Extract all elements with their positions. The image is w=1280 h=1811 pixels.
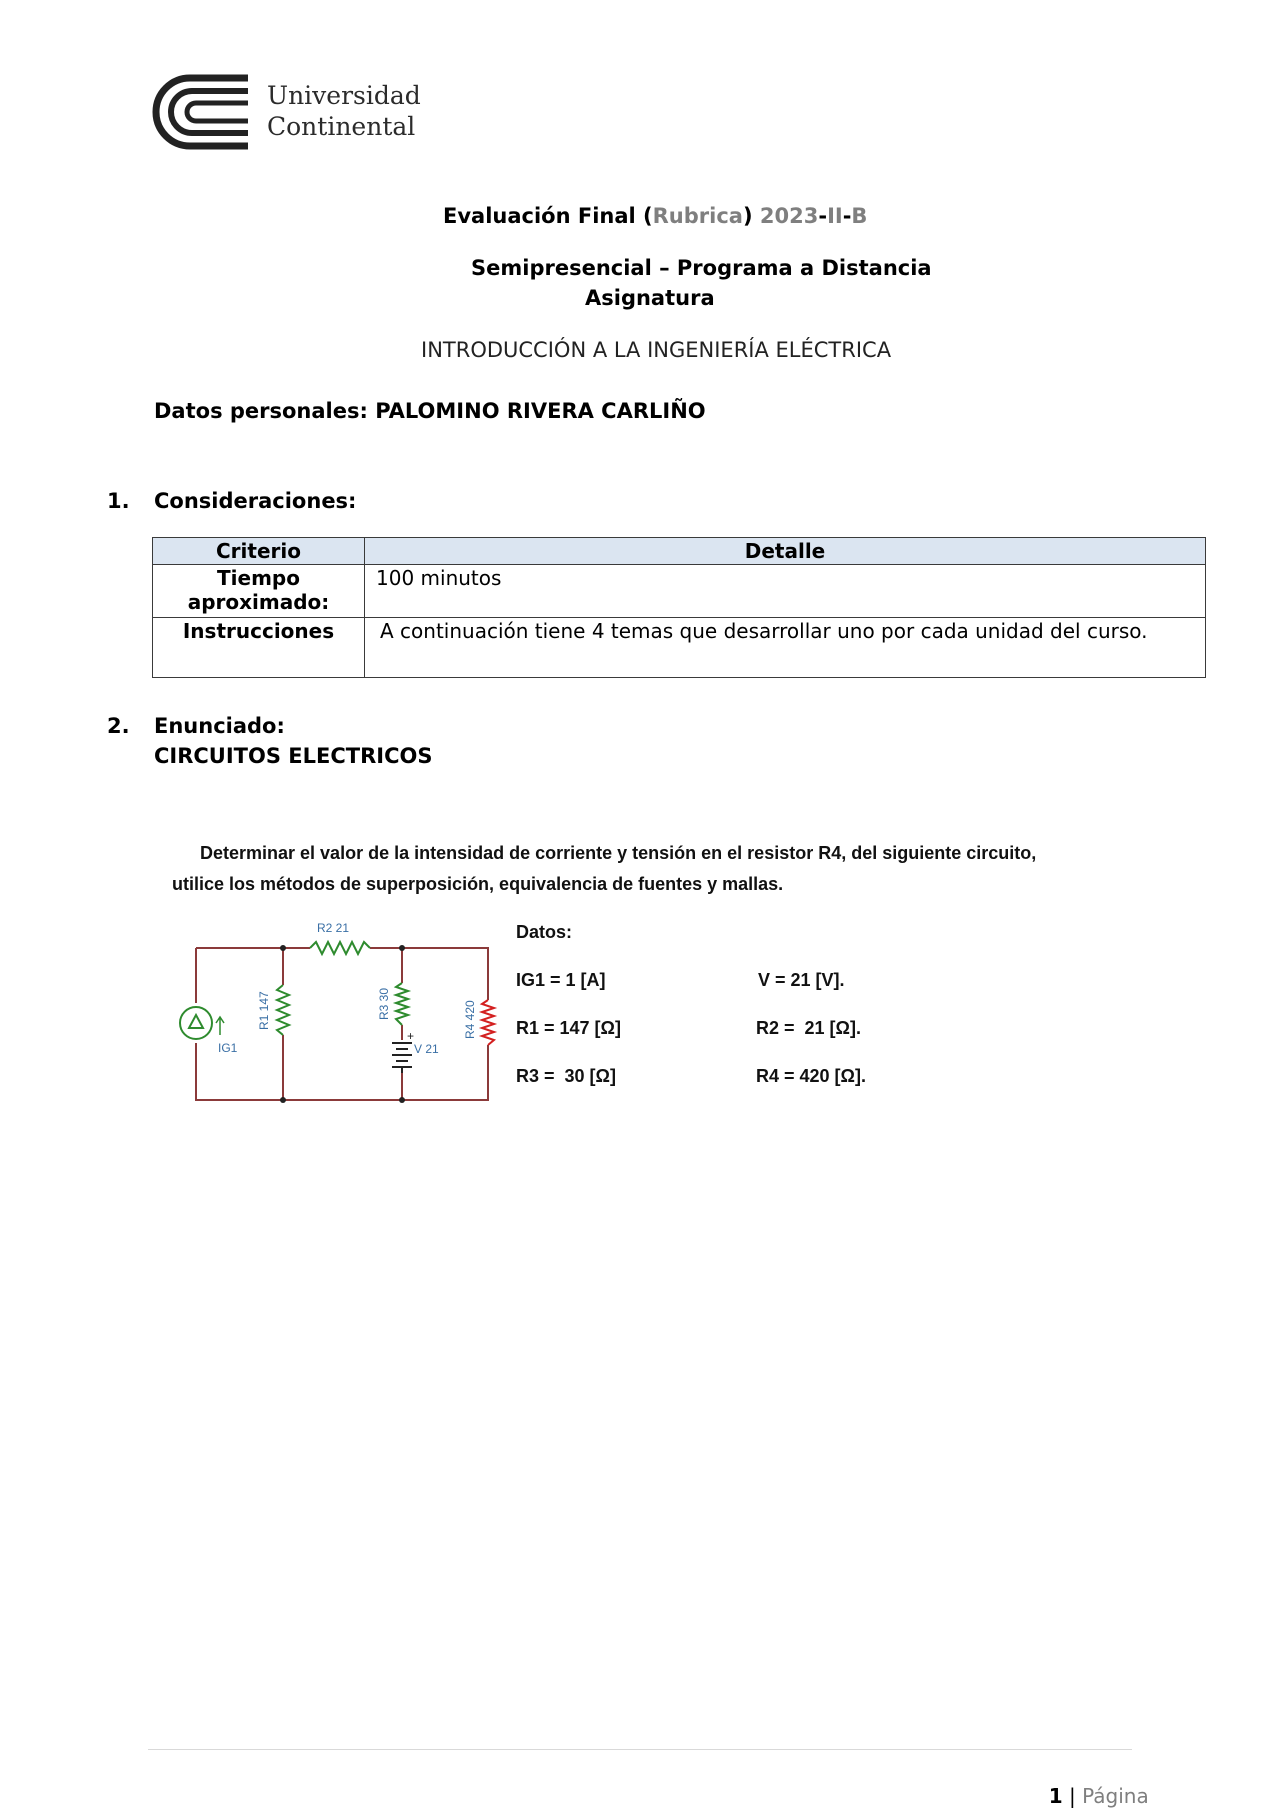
title-rubrica: Rubrica [652, 204, 743, 228]
document-title [443, 204, 867, 228]
label-plus: + [407, 1029, 415, 1043]
title-dash: - [818, 204, 828, 228]
datos-v: V = 21 [V]. [758, 970, 845, 990]
detalle-text: A continuación tiene 4 temas que desarrollar uno por cada unidad del curso. [380, 619, 1148, 643]
junction-dots [280, 945, 405, 1103]
detalle-cell: 100 minutos [365, 565, 1206, 618]
label-v: V 21 [414, 1042, 439, 1056]
r2-resistor-icon [310, 942, 370, 954]
title-text: ) [742, 204, 760, 228]
datos-r2: R2 = 21 [Ω]. [756, 1018, 861, 1038]
header-detalle: Detalle [365, 538, 1206, 565]
detalle-cell [365, 618, 1206, 678]
title-text: Evaluación Final ( [443, 204, 653, 228]
footer-separator: | [1062, 1784, 1083, 1808]
section1-title: Consideraciones: [154, 489, 357, 513]
datos-title: Datos: [516, 922, 573, 942]
circuit-wires [196, 948, 488, 1100]
page-footer [1036, 1760, 1149, 1808]
subtitle: Semipresencial – Programa a Distancia [471, 256, 932, 280]
r3-resistor-icon [396, 983, 408, 1025]
logo-line1: Universidad [267, 81, 421, 110]
r4-resistor-icon [482, 1000, 494, 1045]
battery-icon [392, 1043, 412, 1073]
label-r1: R1 147 [257, 991, 271, 1030]
title-group: B [851, 204, 868, 228]
course-name: INTRODUCCIÓN A LA INGENIERÍA ELÉCTRICA [421, 338, 892, 362]
table-header-row [153, 538, 1206, 565]
datos-r4: R4 = 420 [Ω]. [756, 1066, 866, 1086]
label-r3: R3 30 [377, 987, 391, 1020]
current-source-icon [180, 1007, 224, 1039]
table-row [153, 618, 1206, 678]
header-criterio: Criterio [153, 538, 365, 565]
title-year: 2023 [759, 204, 819, 228]
logo-line2: Continental [267, 112, 416, 141]
criteria-table [152, 537, 1206, 678]
circuit-diagram [170, 915, 500, 1105]
table-row [153, 565, 1206, 618]
datos-r3: R3 = 30 [Ω] [516, 1066, 616, 1086]
section2-subtitle: CIRCUITOS ELECTRICOS [154, 744, 433, 768]
problem-line2: utilice los métodos de superposición, equivalencia de fuentes y mallas. [172, 874, 784, 894]
personal-data: Datos personales: PALOMINO RIVERA CARLIÑO [154, 399, 706, 423]
criterio-text: Tiempo [217, 566, 300, 590]
title-dash: - [842, 204, 852, 228]
label-r2: R2 21 [317, 921, 350, 935]
label-r4: R4 420 [463, 1000, 477, 1039]
criterio-text: Instrucciones [182, 619, 335, 643]
asignatura-label: Asignatura [585, 286, 715, 310]
page-label: Página [1082, 1784, 1149, 1808]
title-period: II [827, 204, 843, 228]
label-ig1: IG1 [218, 1041, 238, 1055]
university-logo [152, 74, 422, 150]
criterio-cell [153, 618, 365, 678]
datos-ig1: IG1 = 1 [A] [516, 970, 606, 990]
section2-number: 2. [107, 714, 130, 738]
r1-resistor-icon [277, 985, 289, 1035]
criterio-text: aproximado: [187, 590, 330, 614]
datos-r1: R1 = 147 [Ω] [516, 1018, 621, 1038]
problem-line1: Determinar el valor de la intensidad de corriente y tensión en el resistor R4, del siguiente circuito, [200, 843, 1037, 863]
section1-number: 1. [107, 489, 130, 513]
section2-title: Enunciado: [154, 714, 285, 738]
page-number: 1 [1048, 1784, 1063, 1808]
logo-mark-icon [152, 74, 252, 150]
criterio-cell [153, 565, 365, 618]
footer-divider [148, 1749, 1132, 1750]
